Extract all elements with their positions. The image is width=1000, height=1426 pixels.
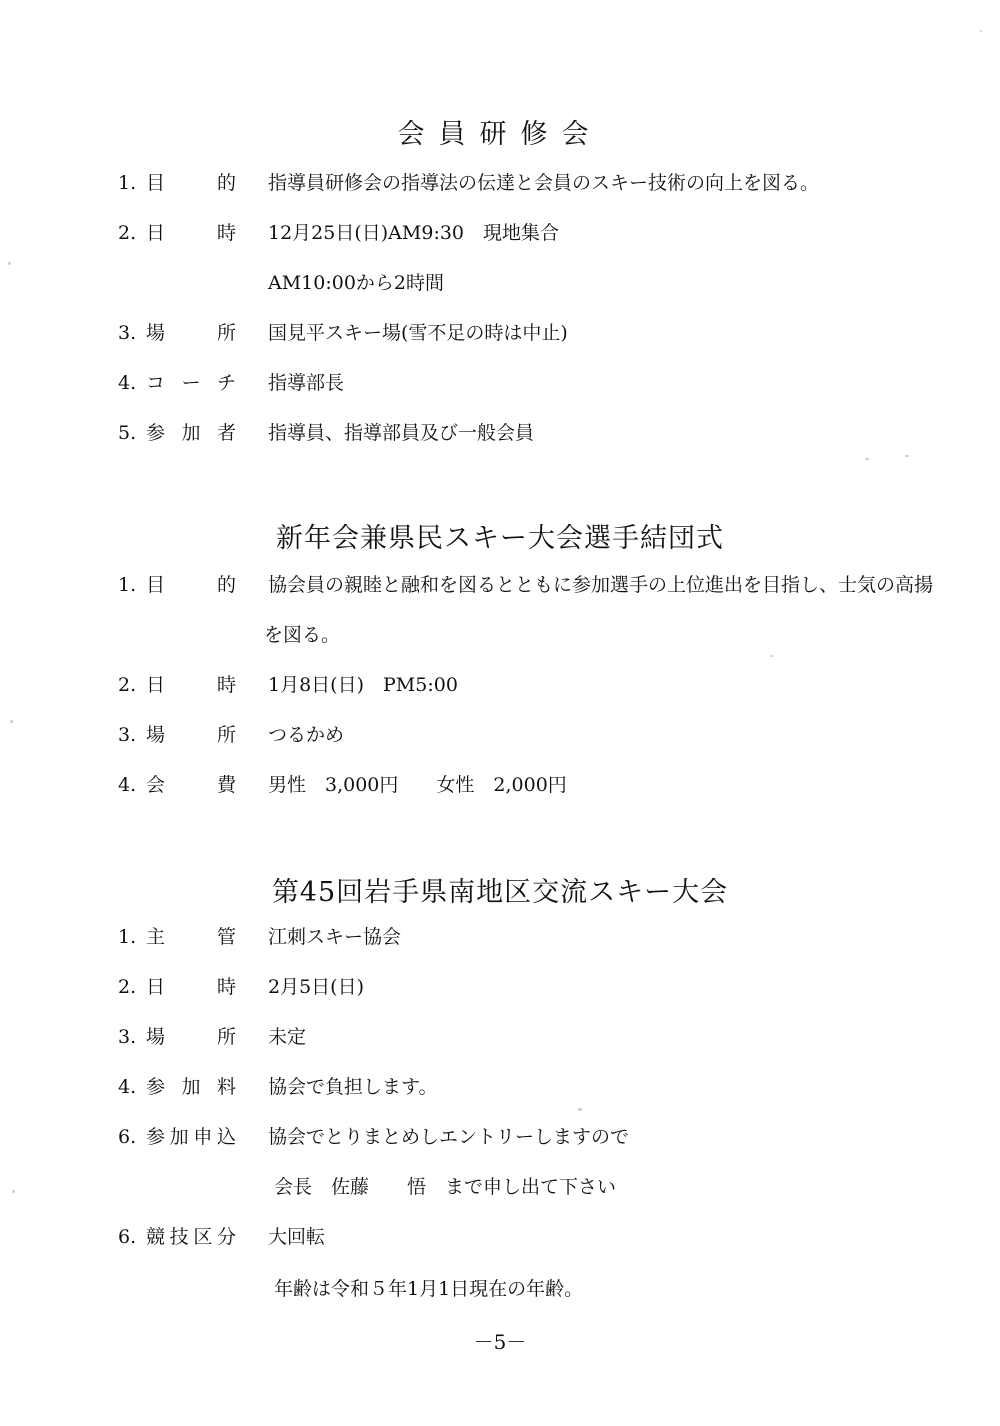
item-number: 2. [118, 222, 137, 244]
list-item [0, 720, 1000, 750]
item-value: 協会で負担します。 [268, 1076, 438, 1098]
item-label: 日 時 [146, 222, 236, 244]
scan-speck [980, 30, 982, 32]
item-number: 2. [118, 976, 137, 998]
list-item [0, 1122, 1000, 1152]
item-value: 1月8日(日) PM5:00 [268, 674, 458, 696]
item-number: 3. [118, 724, 137, 746]
item-number: 4. [118, 372, 137, 394]
page-number: －5－ [473, 1330, 527, 1354]
section-title-new-year-party: 新年会兼県民スキー大会選手結団式 [276, 523, 724, 554]
list-item [0, 1072, 1000, 1102]
list-item [0, 670, 1000, 700]
item-value: 未定 [268, 1026, 307, 1048]
item-value: 大回転 [268, 1226, 326, 1248]
item-label: 目 的 [146, 574, 236, 596]
scan-speck [865, 458, 869, 460]
item-number: 3. [118, 1026, 137, 1048]
item-value: 男性 3,000円 女性 2,000円 [268, 774, 567, 796]
item-number: 1. [118, 574, 137, 596]
item-value: 協会でとりまとめしエントリーしますので [268, 1126, 630, 1148]
item-label: 場 所 [146, 1026, 236, 1048]
scan-speck [12, 1190, 15, 1193]
item-number: 5. [118, 422, 137, 444]
item-number: 3. [118, 322, 137, 344]
item-number: 4. [118, 774, 137, 796]
item-label: 主 管 [146, 926, 236, 948]
scan-speck [770, 655, 773, 657]
list-item [0, 368, 1000, 398]
item-label: 競技区分 [146, 1226, 236, 1248]
item-value: 2月5日(日) [268, 976, 365, 998]
list-item [0, 168, 1000, 198]
item-value: 江刺スキー協会 [268, 926, 402, 948]
item-label: 目 的 [146, 172, 236, 194]
item-label: 場 所 [146, 322, 236, 344]
scan-speck [578, 1108, 582, 1111]
item-value-continued: を図る。 [264, 624, 341, 646]
scan-speck [8, 262, 11, 265]
item-number: 1. [118, 926, 137, 948]
item-value-continued: 年齢は令和５年1月1日現在の年齢。 [274, 1278, 584, 1300]
item-value: 国見平スキー場(雪不足の時は中止) [268, 322, 568, 344]
item-label: 会 費 [146, 774, 236, 796]
list-item-continuation [0, 1274, 1000, 1304]
scan-speck [10, 720, 13, 723]
list-item [0, 770, 1000, 800]
item-value: つるかめ [268, 724, 345, 746]
item-number: 4. [118, 1076, 137, 1098]
list-item [0, 1222, 1000, 1252]
list-item [0, 418, 1000, 448]
list-item-continuation [0, 620, 1000, 650]
item-value: 指導員、指導部員及び一般会員 [268, 422, 535, 444]
item-value: 協会員の親睦と融和を図るとともに参加選手の上位進出を目指し、士気の高揚 [268, 574, 934, 596]
item-label: 日 時 [146, 674, 236, 696]
item-value-continued: AM10:00から2時間 [268, 272, 445, 294]
list-item [0, 1022, 1000, 1052]
list-item [0, 922, 1000, 952]
section-title-member-training: 会員研修会 [397, 119, 603, 150]
list-item [0, 570, 1000, 600]
item-label: 参加者 [146, 422, 236, 444]
item-number: 6. [118, 1126, 137, 1148]
item-label: 場 所 [146, 724, 236, 746]
item-number: 2. [118, 674, 137, 696]
item-number: 1. [118, 172, 137, 194]
item-value: 指導部長 [268, 372, 345, 394]
item-label: 日 時 [146, 976, 236, 998]
item-value: 12月25日(日)AM9:30 現地集合 [268, 222, 560, 244]
list-item-continuation [0, 1172, 1000, 1202]
item-number: 6. [118, 1226, 137, 1248]
item-label: 参加申込 [146, 1126, 236, 1148]
list-item-continuation [0, 268, 1000, 298]
section-title-ski-tournament: 第45回岩手県南地区交流スキー大会 [271, 877, 729, 908]
item-value-continued: 会長 佐藤 悟 まで申し出て下さい [274, 1176, 617, 1198]
list-item [0, 972, 1000, 1002]
item-label: 参加料 [146, 1076, 236, 1098]
item-value: 指導員研修会の指導法の伝達と会員のスキー技術の向上を図る。 [268, 172, 820, 194]
list-item [0, 318, 1000, 348]
item-label: コーチ [146, 372, 236, 394]
list-item [0, 218, 1000, 248]
scan-speck [905, 455, 909, 457]
